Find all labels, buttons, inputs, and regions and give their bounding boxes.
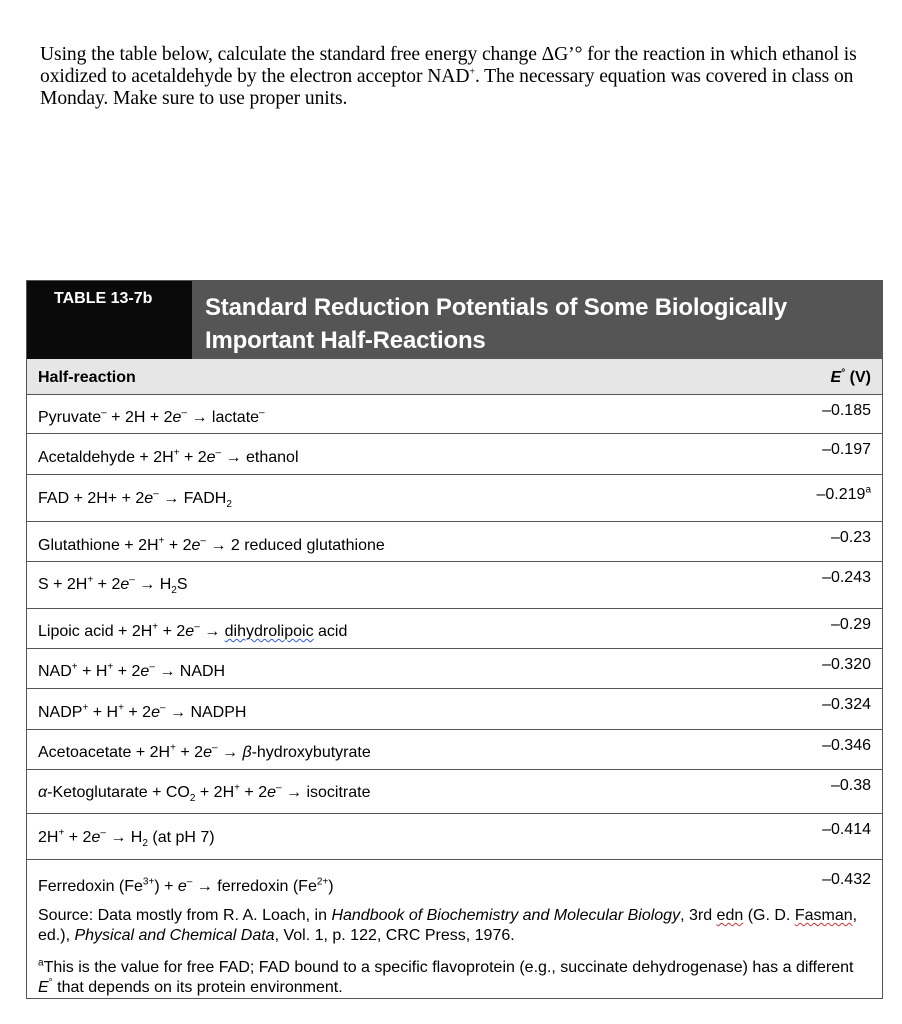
text-fragment: FADH xyxy=(183,490,227,507)
text-fragment: + 2 xyxy=(113,663,141,680)
text-fragment: – xyxy=(101,407,107,419)
text-fragment: + xyxy=(107,661,114,673)
text-fragment: + 2 xyxy=(123,704,152,721)
table-row-ketoglutarate xyxy=(27,770,882,814)
table-title xyxy=(205,291,845,357)
half-reaction xyxy=(38,827,215,850)
table-row-nad xyxy=(27,649,882,689)
reduction-potential: –0.197 xyxy=(822,441,871,458)
text-fragment: dihydrolipoic xyxy=(224,623,314,640)
text-fragment: + 2 xyxy=(93,576,121,593)
text-fragment: 3+ xyxy=(142,876,155,888)
text-fragment: -hydroxybutyrate xyxy=(251,744,371,761)
text-fragment: → xyxy=(165,704,191,721)
text-fragment: – xyxy=(200,535,206,547)
table-header-row xyxy=(27,359,882,395)
text-fragment: NAD xyxy=(38,663,72,680)
text-fragment: ferredoxin (Fe xyxy=(217,878,317,895)
reduction-potential xyxy=(817,486,872,504)
text-fragment: , Vol. 1, p. 122, CRC Press, 1976. xyxy=(274,926,515,944)
table-row-nadp xyxy=(27,689,882,730)
text-fragment: → xyxy=(205,537,231,554)
text-fragment: – xyxy=(153,488,159,500)
question-part-1: Using the table below, calculate the standard free energy change ΔG’° for the reaction in which ethanol is oxidized to acetaldehyde by the electron acceptor NAD xyxy=(40,44,857,87)
text-fragment: → xyxy=(192,878,218,895)
column-header-half-reaction: Half-reaction xyxy=(38,369,136,386)
text-fragment: Fasman xyxy=(794,907,853,924)
reduction-potential: –0.414 xyxy=(822,821,871,838)
text-fragment: α xyxy=(38,784,48,801)
text-fragment: + 2 xyxy=(64,829,92,846)
text-fragment: isocitrate xyxy=(306,784,371,801)
text-fragment: – xyxy=(215,447,222,459)
text-fragment: + 2H xyxy=(195,784,235,801)
text-fragment: Acetoacetate + 2H xyxy=(38,744,171,761)
text-fragment: + 2 xyxy=(179,449,207,466)
text-fragment: , 3rd xyxy=(680,907,717,924)
text-fragment: + H xyxy=(77,663,108,680)
table-row-glutathione xyxy=(27,522,882,562)
text-fragment: e xyxy=(203,744,212,761)
table-banner xyxy=(27,281,882,359)
text-fragment: – xyxy=(211,742,218,754)
table-row-acetoacetate xyxy=(27,730,882,770)
text-fragment: + xyxy=(118,702,124,714)
text-fragment: → xyxy=(199,623,225,640)
text-fragment: + xyxy=(234,782,240,794)
text-fragment: edn xyxy=(716,907,744,924)
text-fragment: e xyxy=(172,409,182,426)
text-fragment: e xyxy=(206,449,216,466)
reduction-potential: –0.38 xyxy=(830,777,871,794)
text-fragment: – xyxy=(100,827,106,839)
half-reaction xyxy=(38,449,299,467)
question-text xyxy=(40,44,860,110)
text-fragment: + xyxy=(173,447,180,459)
text-fragment: → xyxy=(187,409,212,426)
table-row-acetaldehyde xyxy=(27,434,882,475)
half-reaction xyxy=(38,782,371,805)
text-fragment: H xyxy=(130,829,143,846)
text-fragment: e xyxy=(267,784,277,801)
text-fragment: 2 xyxy=(226,499,232,511)
table-row-pyruvate xyxy=(27,395,882,434)
reduction-potential: –0.320 xyxy=(822,656,871,673)
text-fragment: – xyxy=(129,574,135,586)
text-fragment: + xyxy=(170,742,176,754)
footnote-marker: a xyxy=(865,484,871,496)
text-fragment: e xyxy=(185,623,195,640)
question-part-2: . The necessary equation was covered in class on Monday. Make sure to use proper units. xyxy=(40,66,854,109)
question-nad-charge: + xyxy=(469,66,475,78)
table-row-sulfur xyxy=(27,562,882,609)
text-fragment: NADH xyxy=(179,663,226,680)
text-fragment: + 2 xyxy=(164,537,192,554)
text-fragment: H xyxy=(159,576,172,593)
text-fragment: e xyxy=(91,829,101,846)
text-fragment: Lipoic acid + 2H xyxy=(38,623,153,640)
text-fragment: Ferredoxin (Fe xyxy=(38,878,143,895)
column-header-potential-symbol: E xyxy=(830,369,842,386)
table-footnote xyxy=(38,958,868,997)
text-fragment: β xyxy=(242,744,252,761)
text-fragment: (G. D. xyxy=(743,907,795,924)
reduction-potential: –0.23 xyxy=(830,529,871,546)
half-reaction xyxy=(38,574,188,597)
text-fragment: NADPH xyxy=(190,704,247,721)
column-header-potential-unit: (V) xyxy=(845,369,871,386)
half-reaction xyxy=(38,663,225,681)
text-fragment: Pyruvate xyxy=(38,409,102,426)
text-fragment: Source: Data mostly from R. A. Loach, in xyxy=(38,907,332,924)
half-reaction xyxy=(38,704,246,722)
text-fragment: – xyxy=(159,702,166,714)
text-fragment: Physical and Chemical Data xyxy=(74,926,275,944)
text-fragment: e xyxy=(151,704,160,721)
text-fragment: (at pH 7) xyxy=(147,829,215,846)
text-fragment: – xyxy=(259,407,265,419)
text-fragment: + 2 xyxy=(158,623,186,640)
text-fragment: ) + xyxy=(154,878,178,895)
text-fragment: → xyxy=(158,490,184,507)
text-fragment: + xyxy=(152,621,159,633)
text-fragment: – xyxy=(186,876,193,888)
text-fragment: -Ketoglutarate + CO xyxy=(47,784,190,801)
footnote-marker: a xyxy=(38,957,44,969)
half-reaction xyxy=(38,744,371,762)
text-fragment: + 2 xyxy=(239,784,268,801)
text-fragment: that depends on its protein environment. xyxy=(52,978,343,996)
text-fragment: Handbook of Biochemistry and Molecular Biology xyxy=(331,907,681,924)
table-source-note xyxy=(38,906,868,945)
half-reaction xyxy=(38,878,334,896)
text-fragment: e xyxy=(120,576,130,593)
text-fragment: 2 reduced glutathione xyxy=(230,537,385,554)
table-row-lipoic-acid xyxy=(27,609,882,649)
table-label: TABLE 13-7b xyxy=(27,281,192,359)
text-fragment: → xyxy=(217,744,243,761)
text-fragment: → xyxy=(154,663,180,680)
text-fragment: → xyxy=(134,576,160,593)
text-fragment: ° xyxy=(48,977,53,989)
text-fragment: 2 xyxy=(142,838,148,850)
text-fragment: – xyxy=(276,782,282,794)
text-fragment: + xyxy=(82,702,89,714)
table-title-line-2: Important Half-Reactions xyxy=(205,327,486,354)
table-row-fad xyxy=(27,475,882,522)
column-header-potential-degree: ° xyxy=(841,367,846,379)
text-fragment: ethanol xyxy=(246,449,299,466)
text-fragment: + xyxy=(71,661,78,673)
text-fragment: 2+ xyxy=(316,876,329,888)
text-fragment: 2 xyxy=(189,793,196,805)
text-fragment: → xyxy=(105,829,131,846)
reduction-potential: –0.185 xyxy=(822,402,871,419)
reduction-potential: –0.432 xyxy=(822,871,871,888)
text-fragment: e xyxy=(140,663,150,680)
text-fragment: FAD + 2H+ + 2 xyxy=(38,490,145,507)
text-fragment: E xyxy=(38,978,49,996)
table-title-line-1: Standard Reduction Potentials of Some Biologically xyxy=(205,294,788,321)
reduction-potential: –0.29 xyxy=(830,616,871,633)
text-fragment: + xyxy=(58,827,65,839)
table-row-ferredoxin xyxy=(27,860,882,904)
text-fragment: e xyxy=(177,878,187,895)
text-fragment: + xyxy=(87,574,94,586)
text-fragment: S + 2H xyxy=(38,576,88,593)
half-reaction xyxy=(38,409,265,427)
reduction-potential: –0.324 xyxy=(822,696,871,713)
reduction-potentials-table xyxy=(26,280,883,999)
reduction-potential-value: –0.219 xyxy=(816,486,866,503)
text-fragment: NADP xyxy=(38,704,83,721)
text-fragment: – xyxy=(181,407,187,419)
half-reaction xyxy=(38,537,385,555)
text-fragment: This is the value for free FAD; FAD bound to a specific flavoprotein (e.g., succinate dehydrogenase) has a different xyxy=(43,959,854,976)
text-fragment: + 2H + 2 xyxy=(106,409,173,426)
half-reaction xyxy=(38,623,347,641)
text-fragment: + 2 xyxy=(175,744,204,761)
text-fragment: acid xyxy=(313,623,348,640)
text-fragment: e xyxy=(144,490,154,507)
table-row-hydrogen xyxy=(27,814,882,860)
text-fragment: Glutathione + 2H xyxy=(38,537,159,554)
text-fragment: 2H xyxy=(38,829,59,846)
reduction-potential: –0.346 xyxy=(822,737,871,754)
text-fragment: – xyxy=(149,661,155,673)
text-fragment: – xyxy=(194,621,200,633)
text-fragment: ) xyxy=(328,878,334,895)
text-fragment: lactate xyxy=(211,409,260,426)
text-fragment: + xyxy=(158,535,165,547)
reduction-potential: –0.243 xyxy=(822,569,871,586)
text-fragment: Acetaldehyde + 2H xyxy=(38,449,174,466)
text-fragment: + H xyxy=(88,704,119,721)
text-fragment: → xyxy=(221,449,246,466)
text-fragment: , ed.), xyxy=(38,907,858,944)
text-fragment: e xyxy=(191,537,201,554)
half-reaction xyxy=(38,488,232,511)
text-fragment: S xyxy=(176,576,188,593)
column-header-potential xyxy=(831,369,871,387)
text-fragment: 2 xyxy=(171,585,177,597)
text-fragment: → xyxy=(281,784,307,801)
